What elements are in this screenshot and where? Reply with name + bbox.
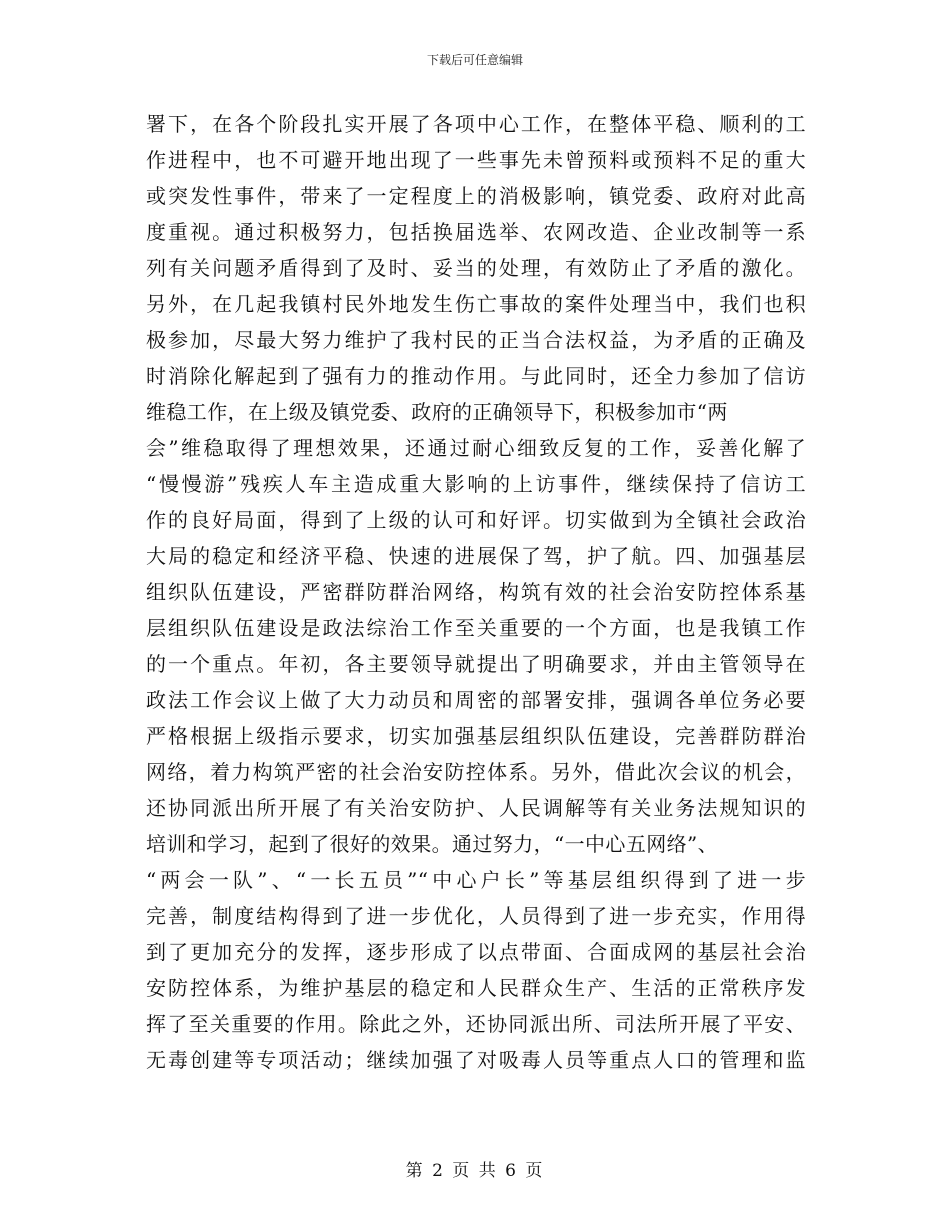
text-line: 的一个重点。年初，各主要领导就提出了明确要求，并由主管领导在 — [146, 652, 806, 676]
text-line: 培训和学习，起到了很好的效果。通过努力，“一中心五网络”、 — [146, 832, 719, 856]
text-line: 安防控体系，为维护基层的稳定和人民群众生产、生活的正常秩序发 — [146, 976, 806, 1000]
text-line: 时消除化解起到了强有力的推动作用。与此同时，还全力参加了信访 — [146, 364, 806, 388]
text-line: 挥了至关重要的作用。除此之外，还协同派出所、司法所开展了平安、 — [146, 1012, 806, 1036]
text-line: 到了更加充分的发挥，逐步形成了以点带面、合面成网的基层社会治 — [146, 940, 806, 964]
text-line: 另外，在几起我镇村民外地发生伤亡事故的案件处理当中，我们也积 — [146, 292, 806, 316]
text-line: “两会一队”、“一长五员”“中心户长”等基层组织得到了进一步 — [146, 868, 806, 892]
text-line: 层组织队伍建设是政法综治工作至关重要的一个方面，也是我镇工作 — [146, 616, 806, 640]
text-line: 完善，制度结构得到了进一步优化，人员得到了进一步充实，作用得 — [146, 904, 806, 928]
body-text — [146, 106, 806, 1078]
text-line: 严格根据上级指示要求，切实加强基层组织队伍建设，完善群防群治 — [146, 724, 806, 748]
text-line: 政法工作会议上做了大力动员和周密的部署安排，强调各单位务必要 — [146, 688, 806, 712]
text-line: 还协同派出所开展了有关治安防护、人民调解等有关业务法规知识的 — [146, 796, 806, 820]
text-line: “慢慢游”残疾人车主造成重大影响的上访事件，继续保持了信访工 — [146, 472, 806, 496]
text-line: 极参加，尽最大努力维护了我村民的正当合法权益，为矛盾的正确及 — [146, 328, 806, 352]
text-line: 或突发性事件，带来了一定程度上的消极影响，镇党委、政府对此高 — [146, 184, 806, 208]
page-footer: 第 2 页 共 6 页 — [405, 1161, 545, 1181]
text-line: 维稳工作，在上级及镇党委、政府的正确领导下，积极参加市“两 — [146, 400, 728, 424]
page-header: 下载后可任意编辑 — [426, 53, 523, 67]
text-line: 会”维稳取得了理想效果，还通过耐心细致反复的工作，妥善化解了 — [146, 436, 806, 460]
text-line: 作的良好局面，得到了上级的认可和好评。切实做到为全镇社会政治 — [146, 508, 806, 532]
text-line: 网络，着力构筑严密的社会治安防控体系。另外，借此次会议的机会， — [146, 760, 806, 784]
text-line: 署下，在各个阶段扎实开展了各项中心工作，在整体平稳、顺利的工 — [146, 112, 806, 136]
text-line: 度重视。通过积极努力，包括换届选举、农网改造、企业改制等一系 — [146, 220, 806, 244]
text-line: 无毒创建等专项活动；继续加强了对吸毒人员等重点人口的管理和监 — [146, 1048, 806, 1072]
text-line: 组织队伍建设，严密群防群治网络，构筑有效的社会治安防控体系基 — [146, 580, 806, 604]
text-line: 列有关问题矛盾得到了及时、妥当的处理，有效防止了矛盾的激化。 — [146, 256, 806, 280]
text-line: 作进程中，也不可避开地出现了一些事先未曾预料或预料不足的重大 — [146, 148, 806, 172]
text-line: 大局的稳定和经济平稳、快速的进展保了驾，护了航。四、加强基层 — [146, 544, 806, 568]
